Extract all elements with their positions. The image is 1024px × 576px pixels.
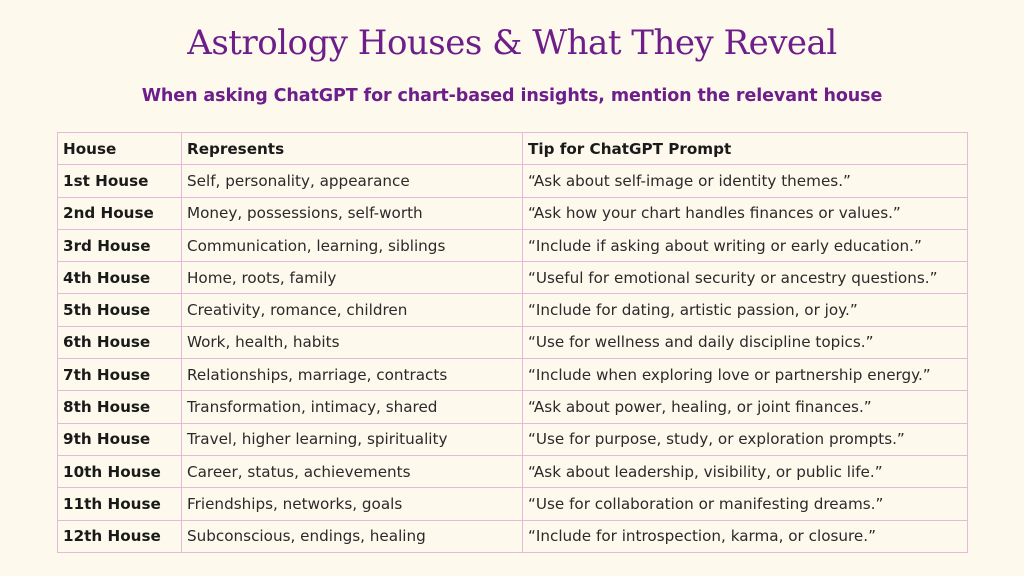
represents-cell: Subconscious, endings, healing xyxy=(182,520,523,552)
page-title: Astrology Houses & What They Reveal xyxy=(187,23,837,63)
table-row xyxy=(58,326,968,358)
table-row xyxy=(58,262,968,294)
column-header-house: House xyxy=(58,133,182,165)
table-row xyxy=(58,423,968,455)
house-cell: 10th House xyxy=(58,455,182,487)
represents-cell: Money, possessions, self-worth xyxy=(182,197,523,229)
represents-cell: Relationships, marriage, contracts xyxy=(182,359,523,391)
house-cell: 5th House xyxy=(58,294,182,326)
house-cell: 7th House xyxy=(58,359,182,391)
represents-cell: Home, roots, family xyxy=(182,262,523,294)
table-row xyxy=(58,455,968,487)
column-header-represents: Represents xyxy=(182,133,523,165)
house-cell: 9th House xyxy=(58,423,182,455)
represents-cell: Career, status, achievements xyxy=(182,455,523,487)
represents-cell: Travel, higher learning, spirituality xyxy=(182,423,523,455)
house-cell: 4th House xyxy=(58,262,182,294)
tip-cell: “Useful for emotional security or ancestry questions.” xyxy=(523,262,968,294)
table-row xyxy=(58,520,968,552)
tip-cell: “Ask about self-image or identity themes.” xyxy=(523,165,968,197)
tip-cell: “Use for collaboration or manifesting dreams.” xyxy=(523,488,968,520)
represents-cell: Communication, learning, siblings xyxy=(182,229,523,261)
column-header-tip: Tip for ChatGPT Prompt xyxy=(523,133,968,165)
page-subtitle: When asking ChatGPT for chart-based insights, mention the relevant house xyxy=(141,86,883,106)
tip-cell: “Include for dating, artistic passion, or joy.” xyxy=(523,294,968,326)
tip-cell: “Include if asking about writing or early education.” xyxy=(523,229,968,261)
astrology-houses-table xyxy=(57,132,968,553)
tip-cell: “Use for wellness and daily discipline topics.” xyxy=(523,326,968,358)
tip-cell: “Use for purpose, study, or exploration prompts.” xyxy=(523,423,968,455)
house-cell: 1st House xyxy=(58,165,182,197)
represents-cell: Transformation, intimacy, shared xyxy=(182,391,523,423)
house-cell: 3rd House xyxy=(58,229,182,261)
tip-cell: “Include when exploring love or partnership energy.” xyxy=(523,359,968,391)
tip-cell: “Ask about leadership, visibility, or public life.” xyxy=(523,455,968,487)
house-cell: 12th House xyxy=(58,520,182,552)
table-row xyxy=(58,294,968,326)
represents-cell: Self, personality, appearance xyxy=(182,165,523,197)
tip-cell: “Ask about power, healing, or joint finances.” xyxy=(523,391,968,423)
table-row xyxy=(58,488,968,520)
house-cell: 8th House xyxy=(58,391,182,423)
table-header-row xyxy=(58,133,968,165)
table-row xyxy=(58,197,968,229)
represents-cell: Work, health, habits xyxy=(182,326,523,358)
table-row xyxy=(58,391,968,423)
table-row xyxy=(58,359,968,391)
represents-cell: Creativity, romance, children xyxy=(182,294,523,326)
table-row xyxy=(58,165,968,197)
table-row xyxy=(58,229,968,261)
house-cell: 6th House xyxy=(58,326,182,358)
tip-cell: “Ask how your chart handles finances or values.” xyxy=(523,197,968,229)
house-cell: 2nd House xyxy=(58,197,182,229)
represents-cell: Friendships, networks, goals xyxy=(182,488,523,520)
house-cell: 11th House xyxy=(58,488,182,520)
tip-cell: “Include for introspection, karma, or closure.” xyxy=(523,520,968,552)
